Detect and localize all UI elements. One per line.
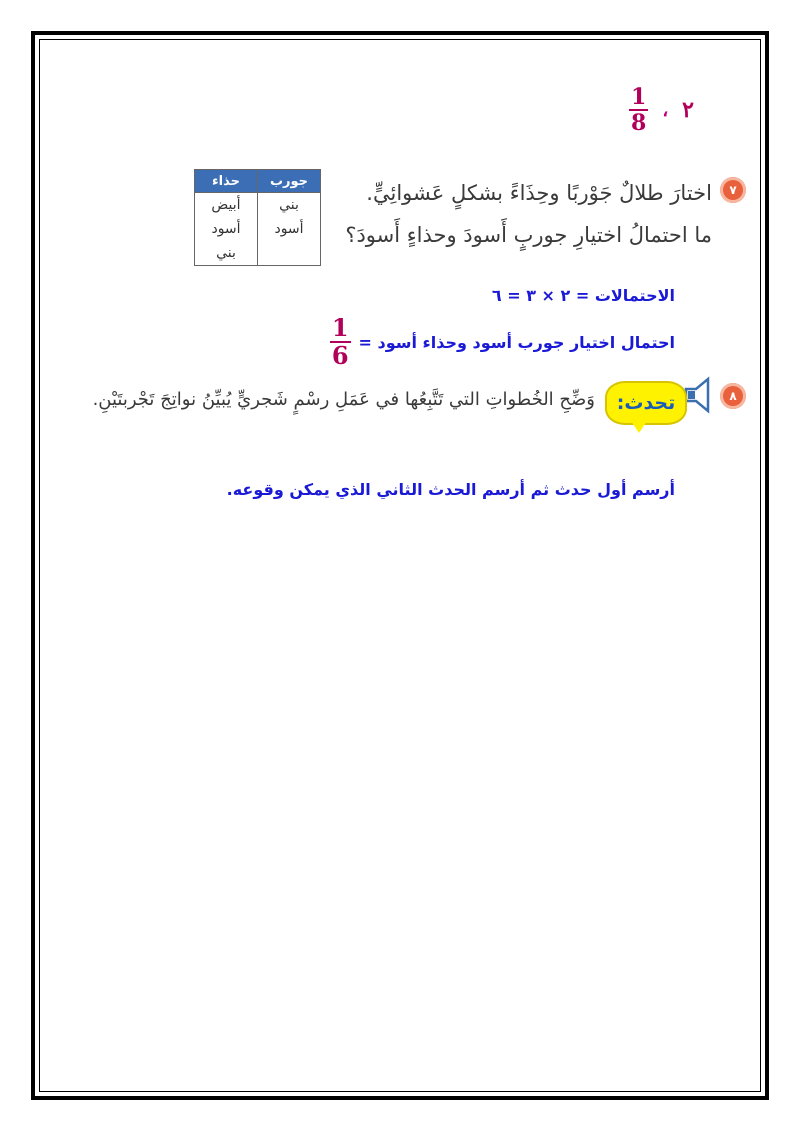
previous-answer-fraction <box>629 86 648 134</box>
question-8-number: ٨ <box>729 389 737 403</box>
question-8-badge <box>720 383 746 409</box>
fraction-denominator: 8 <box>631 110 647 136</box>
table-cell-sock-empty <box>258 241 321 266</box>
question-7-text <box>292 172 712 256</box>
fraction-numerator: 1 <box>631 84 647 110</box>
question-7-number: ٧ <box>729 183 737 197</box>
fraction-denominator: 6 <box>331 341 349 370</box>
question-7-answer-line-1: الاحتمالات = ٢ × ٣ = ٦ <box>491 286 675 305</box>
question-7-line-1: اختارَ طلالٌ جَوْربًا وحِذَاءً بشكلٍ عَشوائِيٍّ. <box>366 181 712 205</box>
question-7-answer-fraction <box>330 313 351 370</box>
question-8-text: وَضِّحِ الخُطواتِ التي تَتَّبِعُها في عَمَلِ رسْمٍ شَجريٍّ يُبيِّنُ نواتِجَ تَجْربتَيْنِ. <box>92 389 595 410</box>
talk-label: تحدث: <box>616 392 676 414</box>
table-header-shoes: حذاء <box>195 170 258 193</box>
question-7-answer-text: احتمال اختيار جورب أسود وحذاء أسود = <box>358 332 675 352</box>
question-7-line-2: ما احتمالُ اختيارِ جوربٍ أَسودَ وحذاءٍ أَسودَ؟ <box>345 223 712 247</box>
previous-answer <box>629 86 694 134</box>
previous-answer-separator: ، <box>662 99 669 121</box>
table-cell-shoe: أبيض <box>195 193 258 218</box>
table-cell-sock: أسود <box>258 217 321 241</box>
question-7-answer-line-2 <box>330 313 675 370</box>
table-cell-shoe: أسود <box>195 217 258 241</box>
talk-bubble <box>605 381 687 425</box>
table-cell-sock: بني <box>258 193 321 218</box>
fraction-numerator: 1 <box>331 313 349 342</box>
question-7-badge <box>720 177 746 203</box>
previous-answer-number: ٢ <box>682 97 694 123</box>
table-cell-shoe: بني <box>195 241 258 266</box>
question-8-answer: أرسم أول حدث ثم أرسم الحدث الثاني الذي يمكن وقوعه. <box>226 480 675 499</box>
choices-table <box>194 169 321 266</box>
table-header-socks: جورب <box>258 170 321 193</box>
